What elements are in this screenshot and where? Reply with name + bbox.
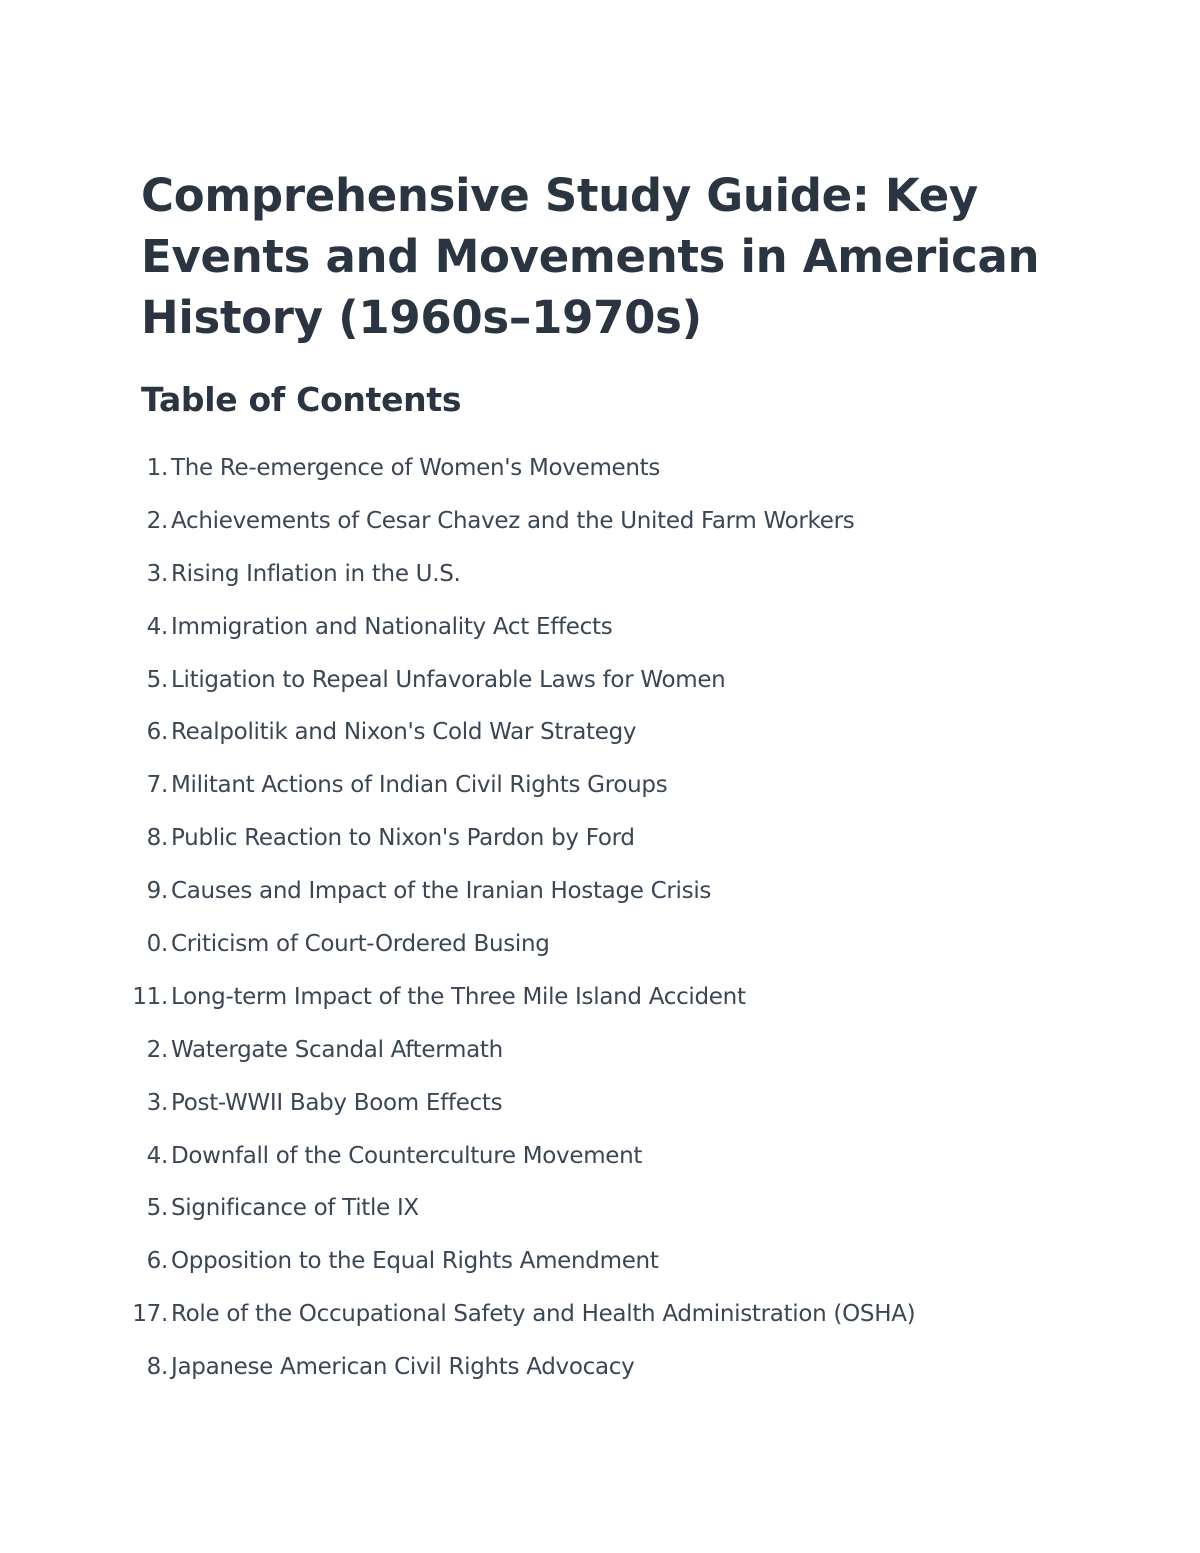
toc-item-number: 4. bbox=[146, 1142, 168, 1169]
toc-item bbox=[0, 1241, 1200, 1294]
toc-heading: Table of Contents bbox=[141, 380, 462, 419]
toc-item bbox=[0, 1030, 1200, 1083]
toc-item-text: Role of the Occupational Safety and Health Administration (OSHA) bbox=[171, 1301, 916, 1328]
toc-item-text: Litigation to Repeal Unfavorable Laws for Women bbox=[171, 666, 726, 693]
toc-item-number: 7. bbox=[146, 772, 168, 799]
toc-item-text: Causes and Impact of the Iranian Hostage Crisis bbox=[171, 878, 712, 905]
toc-item-number: 6. bbox=[146, 1248, 168, 1275]
toc-item bbox=[0, 1083, 1200, 1136]
toc-item bbox=[0, 501, 1200, 554]
toc-item bbox=[0, 448, 1200, 501]
toc-item-text: Long-term Impact of the Three Mile Island Accident bbox=[171, 983, 746, 1010]
toc-item bbox=[0, 660, 1200, 713]
toc-item-text: Japanese American Civil Rights Advocacy bbox=[171, 1354, 635, 1381]
toc-item-number: 2. bbox=[146, 1036, 168, 1063]
document-title: Comprehensive Study Guide: Key Events and Movements in American History (1960s–1970s) bbox=[141, 169, 1040, 344]
toc-item bbox=[0, 1188, 1200, 1241]
toc-item-number: 5. bbox=[146, 1195, 168, 1222]
toc-item bbox=[0, 924, 1200, 977]
toc-item-number: 11. bbox=[132, 983, 168, 1010]
toc-item-text: Militant Actions of Indian Civil Rights Groups bbox=[171, 772, 668, 799]
toc-item bbox=[0, 1136, 1200, 1189]
toc-item-text: Significance of Title IX bbox=[171, 1195, 419, 1222]
toc-item-number: 1. bbox=[146, 455, 168, 481]
toc-item-number: 0. bbox=[146, 931, 168, 958]
toc-item-text: Immigration and Nationality Act Effects bbox=[171, 613, 613, 640]
toc-item-number: 9. bbox=[146, 878, 168, 905]
toc-item-text: Rising Inflation in the U.S. bbox=[171, 560, 461, 587]
toc-item bbox=[0, 1347, 1200, 1400]
toc-item bbox=[0, 607, 1200, 660]
toc-item-number: 2. bbox=[146, 507, 168, 534]
toc-item-text: Realpolitik and Nixon's Cold War Strategy bbox=[171, 719, 637, 746]
toc-item-number: 4. bbox=[146, 613, 168, 640]
toc-item-number: 3. bbox=[146, 560, 168, 587]
toc-item-text: The Re-emergence of Women's Movements bbox=[171, 455, 661, 481]
toc-item-text: Post-WWII Baby Boom Effects bbox=[171, 1089, 503, 1116]
toc-item-number: 6. bbox=[146, 719, 168, 746]
toc-item-text: Public Reaction to Nixon's Pardon by Ford bbox=[171, 825, 635, 852]
toc-item-number: 17. bbox=[132, 1301, 168, 1328]
toc-item-text: Achievements of Cesar Chavez and the United Farm Workers bbox=[171, 507, 855, 534]
table-of-contents bbox=[0, 448, 1200, 1400]
toc-item-number: 8. bbox=[146, 825, 168, 852]
toc-item bbox=[0, 712, 1200, 765]
toc-item-number: 3. bbox=[146, 1089, 168, 1116]
toc-item bbox=[0, 871, 1200, 924]
toc-item bbox=[0, 765, 1200, 818]
toc-item bbox=[0, 818, 1200, 871]
toc-item-text: Opposition to the Equal Rights Amendment bbox=[171, 1248, 659, 1275]
toc-item-text: Watergate Scandal Aftermath bbox=[171, 1036, 503, 1063]
toc-item bbox=[0, 977, 1200, 1030]
toc-item-number: 8. bbox=[146, 1354, 168, 1381]
toc-item-number: 5. bbox=[146, 666, 168, 693]
toc-item-text: Downfall of the Counterculture Movement bbox=[171, 1142, 643, 1169]
toc-item-text: Criticism of Court-Ordered Busing bbox=[171, 931, 550, 958]
toc-item bbox=[0, 554, 1200, 607]
toc-item bbox=[0, 1294, 1200, 1347]
